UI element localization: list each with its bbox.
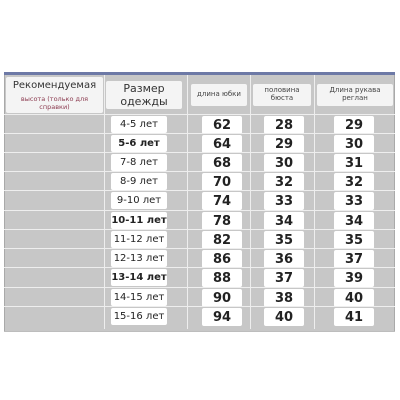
sleeve-value-cell: 39: [334, 269, 374, 287]
header-skirt-length: [191, 84, 247, 106]
size-cell: 4-5 лет: [111, 116, 167, 133]
size-cell: 7-8 лет: [111, 154, 167, 171]
bust-value-cell: 38: [264, 289, 304, 307]
bust-value-cell: 28: [264, 116, 304, 134]
header-bust-label: половина бюста: [264, 86, 300, 102]
header-size-label: Размер одежды: [120, 82, 168, 108]
skirt-value-cell: 90: [202, 289, 242, 307]
bust-value-cell: 30: [264, 154, 304, 172]
skirt-value-cell: 86: [202, 250, 242, 268]
bust-value-cell: 36: [264, 250, 304, 268]
skirt-value-cell: 74: [202, 192, 242, 210]
bust-value-cell: 32: [264, 173, 304, 191]
table-top-band: [4, 72, 395, 75]
sleeve-value-cell: 32: [334, 173, 374, 191]
skirt-value-cell: 94: [202, 308, 242, 326]
header-half-bust: [253, 84, 311, 106]
row-divider: [4, 114, 395, 115]
row-divider: [4, 248, 395, 249]
row-divider: [4, 306, 395, 307]
header-size: [106, 81, 182, 109]
skirt-value-cell: 88: [202, 269, 242, 287]
size-cell: 12-13 лет: [111, 250, 167, 267]
header-recommended-label: Рекомендуемая: [12, 79, 97, 91]
size-cell: 15-16 лет: [111, 308, 167, 325]
row-divider: [4, 152, 395, 153]
bust-value-cell: 40: [264, 308, 304, 326]
header-skirt-label: длина юбки: [197, 90, 241, 99]
row-divider: [4, 229, 395, 230]
header-sleeve-length: [317, 84, 393, 106]
sleeve-value-cell: 29: [334, 116, 374, 134]
sleeve-value-cell: 30: [334, 135, 374, 153]
sleeve-value-cell: 41: [334, 308, 374, 326]
sleeve-value-cell: 40: [334, 289, 374, 307]
size-cell: 11-12 лет: [111, 231, 167, 248]
sleeve-value-cell: 31: [334, 154, 374, 172]
size-cell: 10-11 лет: [111, 212, 167, 229]
skirt-value-cell: 78: [202, 212, 242, 230]
skirt-value-cell: 82: [202, 231, 242, 249]
bust-value-cell: 29: [264, 135, 304, 153]
skirt-value-cell: 68: [202, 154, 242, 172]
skirt-value-cell: 64: [202, 135, 242, 153]
sleeve-value-cell: 37: [334, 250, 374, 268]
skirt-value-cell: 70: [202, 173, 242, 191]
header-sleeve-label: Длина рукава реглан: [329, 86, 381, 102]
size-cell: 9-10 лет: [111, 192, 167, 209]
size-cell: 5-6 лет: [111, 135, 167, 152]
row-divider: [4, 267, 395, 268]
row-divider: [4, 171, 395, 172]
skirt-value-cell: 62: [202, 116, 242, 134]
bust-value-cell: 35: [264, 231, 304, 249]
size-cell: 8-9 лет: [111, 173, 167, 190]
sleeve-value-cell: 35: [334, 231, 374, 249]
row-divider: [4, 210, 395, 211]
row-divider: [4, 133, 395, 134]
bust-value-cell: 34: [264, 212, 304, 230]
sleeve-value-cell: 34: [334, 212, 374, 230]
header-recommended-note: высота (только для справки): [20, 94, 89, 111]
bust-value-cell: 33: [264, 192, 304, 210]
row-divider: [4, 190, 395, 191]
row-divider: [4, 287, 395, 288]
sleeve-value-cell: 33: [334, 192, 374, 210]
header-recommended-height: [6, 77, 103, 113]
bust-value-cell: 37: [264, 269, 304, 287]
size-cell: 14-15 лет: [111, 289, 167, 306]
size-cell: 13-14 лет: [111, 269, 167, 286]
table-bottom-line: [4, 331, 395, 332]
